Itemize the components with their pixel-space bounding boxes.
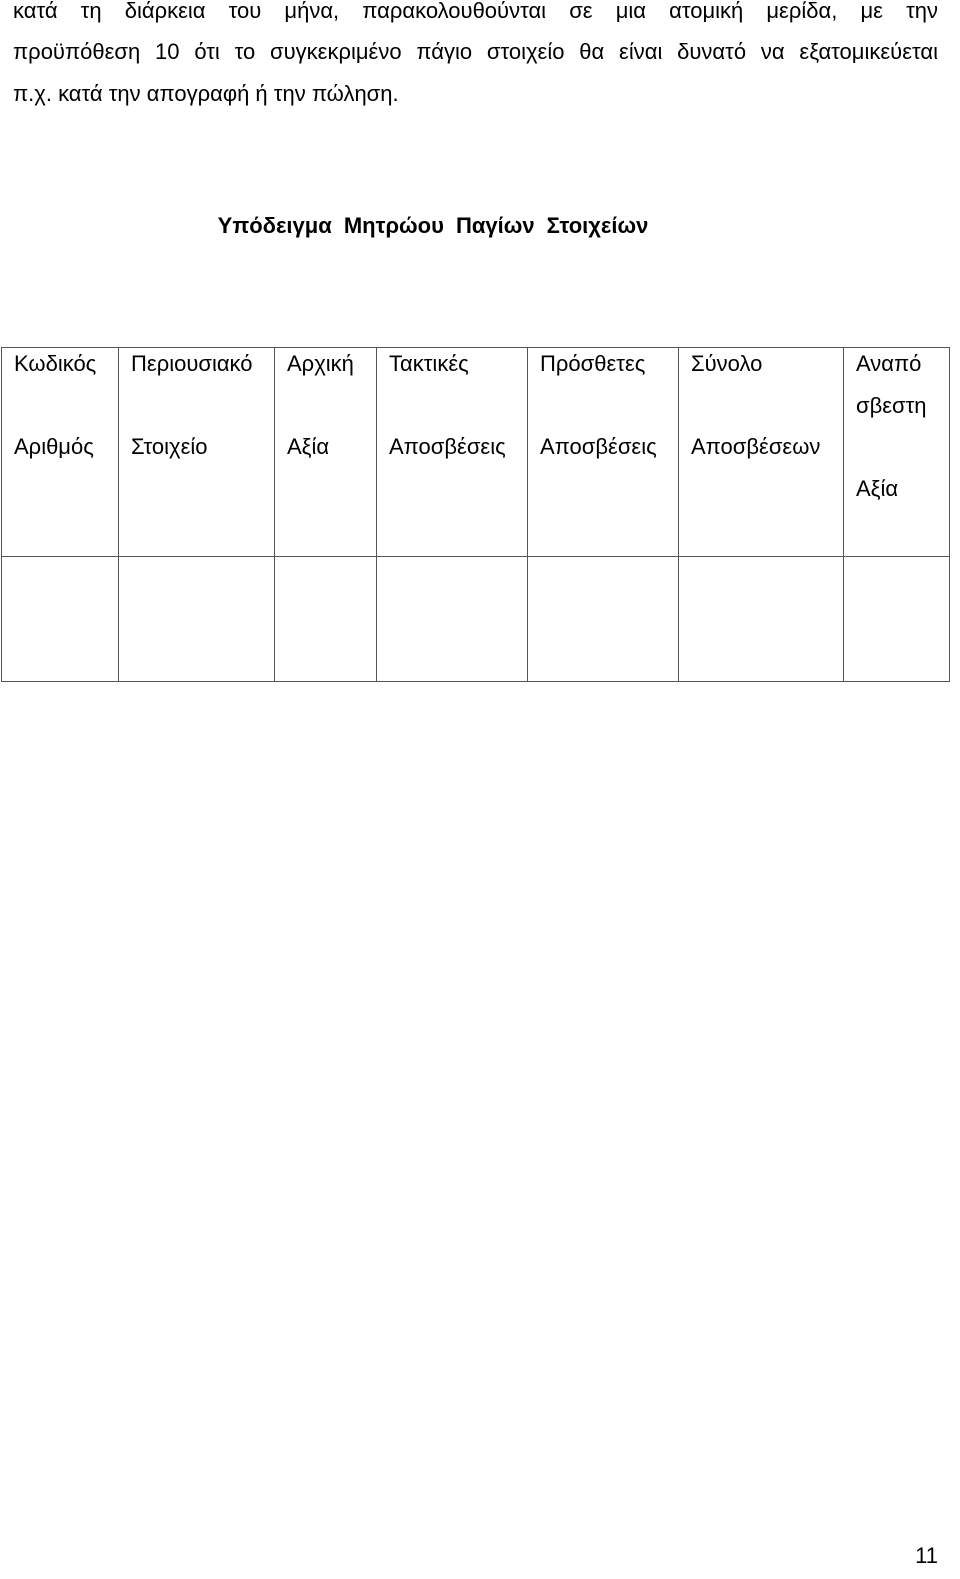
- table-cell-empty: [377, 557, 528, 682]
- register-title: Υπόδειγμα Μητρώου Παγίων Στοιχείων: [217, 213, 649, 238]
- table-cell-empty: [528, 557, 679, 682]
- header-regular-line2: Αποσβέσεις: [389, 434, 506, 459]
- header-cell-undepreciated-value: [844, 348, 950, 557]
- header-cell-asset: [119, 348, 275, 557]
- header-cell-regular-depreciation: [377, 348, 528, 557]
- header-initial-line2: Αξία: [287, 434, 330, 459]
- table-cell-empty: [275, 557, 377, 682]
- header-cell-total-depreciation: [679, 348, 844, 557]
- paragraph-line-1: κατά τη διάρκεια του μήνα, παρακολουθούνται σε μια ατομική μερίδα, με την: [13, 0, 938, 23]
- header-undepreciated-line2: σβεστη: [856, 393, 927, 418]
- header-total-line2: Αποσβέσεων: [691, 434, 821, 459]
- header-asset-line2: Στοιχείο: [131, 434, 208, 459]
- paragraph-line-2: προϋπόθεση 10 ότι το συγκεκριμένο πάγιο στοιχείο θα είναι δυνατό να εξατομικεύεται: [13, 39, 938, 64]
- table-cell-empty: [2, 557, 119, 682]
- header-total-line1: Σύνολο: [691, 351, 763, 376]
- header-asset-line1: Περιουσιακό: [131, 351, 253, 376]
- header-cell-additional-depreciation: [528, 348, 679, 557]
- page-number: 11: [915, 1543, 938, 1568]
- header-undepreciated-line1: Αναπό: [856, 351, 922, 376]
- table-cell-empty: [844, 557, 950, 682]
- header-cell-code: [2, 348, 119, 557]
- paragraph-line-3: π.χ. κατά την απογραφή ή την πώληση.: [13, 81, 399, 106]
- header-regular-line1: Τακτικές: [389, 351, 469, 376]
- header-initial-line1: Αρχική: [287, 351, 354, 376]
- header-additional-line1: Πρόσθετες: [540, 351, 646, 376]
- header-additional-line2: Αποσβέσεις: [540, 434, 657, 459]
- header-undepreciated-line3: Αξία: [856, 476, 899, 501]
- table-cell-empty: [679, 557, 844, 682]
- table-row: [2, 557, 950, 682]
- table-cell-empty: [119, 557, 275, 682]
- table-header-row: [2, 348, 950, 557]
- header-code-line2: Αριθμός: [14, 434, 94, 459]
- header-code-line1: Κωδικός: [14, 351, 97, 376]
- header-cell-initial-value: [275, 348, 377, 557]
- fixed-asset-register-table: [1, 347, 950, 682]
